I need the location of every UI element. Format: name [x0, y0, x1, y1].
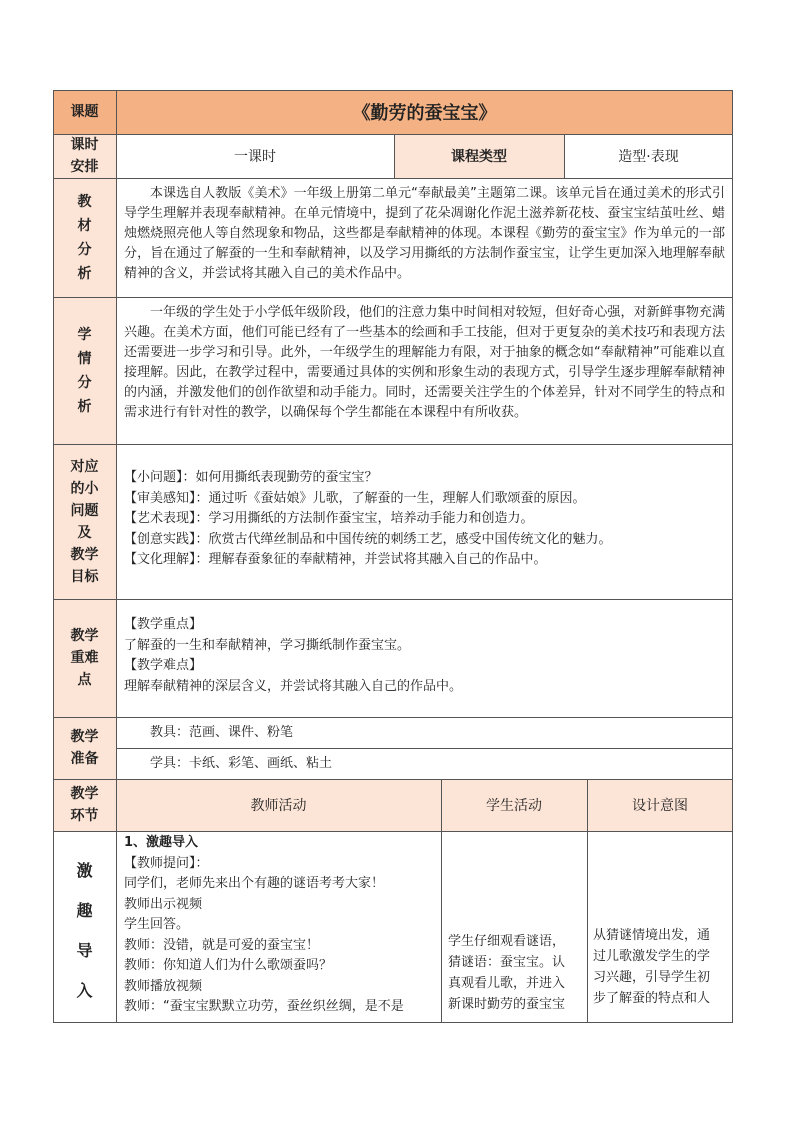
topic-label: 课题	[70, 104, 99, 120]
keypoints-label-line: 点	[77, 672, 92, 688]
table-rule	[53, 831, 733, 832]
keypoint-line: 了解蚕的一生和奉献精神，学习撕纸制作蚕宝宝。	[124, 637, 411, 653]
teacher-activity-line: 教师：没错，就是可爱的蚕宝宝！	[124, 937, 320, 953]
schedule-value: 一课时	[234, 149, 276, 165]
teacher-activity-line: 学生回答。	[124, 917, 190, 932]
section1-student-cell	[441, 831, 587, 1023]
goal-item: 【文化理解】：理解春蚕象征的奉献精神，并尝试将其融入自己的作品中。	[124, 552, 547, 567]
process-label-line: 教学	[70, 786, 99, 802]
students-label-char: 情	[77, 350, 92, 367]
goals-label-line: 及	[77, 524, 92, 541]
students-text-cell	[116, 297, 733, 444]
col-design-cell	[587, 779, 733, 831]
prep-label-line: 教学	[70, 729, 99, 745]
teacher-activity-line: 【教师提问】：	[124, 855, 209, 871]
table-rule	[732, 90, 733, 1023]
material-label-char: 材	[77, 217, 92, 234]
material-text-cell	[116, 178, 733, 297]
students-label-char: 分	[77, 374, 92, 391]
course-type-value-cell	[564, 134, 733, 178]
prep-student-cell	[116, 748, 733, 779]
col-design-header: 设计意图	[632, 798, 688, 814]
table-rule	[53, 297, 733, 298]
section1-design-cell	[587, 831, 733, 1023]
schedule-label-1: 课时	[70, 137, 99, 153]
prep-teacher-cell	[116, 717, 733, 748]
student-analysis-text: 一年级的学生处于小学低年级阶段，他们的注意力集中时间相对较短，但好奇心强，对新鲜事物充满兴趣。在美术方面，他们可能已经有了一些基本的绘画和手工技能，但对于更复杂的美术技巧和表现方法还需要进一步学习和引导。此外，一年级学生的理解能力有限，对于抽象的概念如“奉献精神”可能难以直接理解。因此，在教学过程中，需要通过具体的实例和形象生动的表现方式，引导学生逐步理解奉献精神的内涵，并激发他们的创作欲望和动手能力。同时，还需要关注学生的个体差异，针对不同学生的特点和需求进行有针对性的教学，以确保每个学生都能在本课程中有所收获。	[124, 305, 725, 420]
teacher-activity-line: 教师出示视频	[124, 896, 203, 912]
table-rule	[53, 134, 733, 135]
table-rule	[587, 779, 588, 1023]
table-rule	[116, 748, 733, 749]
student-activity-line: 猜谜语：蚕宝宝。认	[448, 955, 566, 970]
goals-label-line: 对应	[70, 458, 99, 475]
teacher-activity-line: 教师：你知道人们为什么歌颂蚕吗？	[124, 958, 333, 973]
goal-item: 【艺术表现】：学习用撕纸的方法制作蚕宝宝，培养动手能力和创造力。	[124, 511, 534, 526]
teacher-activity-line: 1、激趣导入	[124, 835, 199, 850]
process-label-line: 环节	[70, 808, 99, 824]
goals-label-cell	[53, 444, 116, 599]
schedule-label-cell	[53, 134, 116, 178]
section1-teacher-cell	[116, 831, 441, 1023]
section1-label-char: 激	[76, 861, 93, 880]
section1-label-cell	[53, 831, 116, 1023]
material-label-char: 分	[77, 241, 92, 258]
table-rule	[116, 90, 117, 1023]
goals-label-line: 的小	[70, 480, 99, 497]
col-student-header: 学生活动	[486, 798, 542, 814]
table-rule	[53, 1022, 733, 1023]
section1-label-char: 趣	[76, 901, 93, 920]
students-label-char: 析	[77, 398, 92, 415]
course-type-label-cell	[394, 134, 564, 178]
goals-label-line: 目标	[70, 568, 99, 585]
material-label-char: 析	[77, 265, 92, 282]
table-rule	[53, 90, 733, 91]
material-label-cell	[53, 178, 116, 297]
keypoints-label-line: 重难	[70, 650, 99, 666]
col-student-cell	[441, 779, 587, 831]
keypoint-line: 【教学难点】	[124, 658, 203, 673]
teacher-activity-line: 教师：“蚕宝宝默默立功劳，蚕丝织丝绸，是不是	[124, 999, 404, 1014]
course-type-label: 课程类型	[451, 149, 507, 165]
goals-text-cell	[116, 444, 733, 599]
keypoints-label-cell	[53, 599, 116, 717]
topic-title-cell	[116, 90, 733, 134]
col-teacher-header: 教师活动	[250, 798, 307, 814]
student-activity-line: 新课时勤劳的蚕宝宝	[448, 997, 566, 1012]
students-label-char: 学	[77, 326, 92, 343]
goals-label-line: 教学	[70, 546, 99, 563]
prep-label-line: 准备	[70, 751, 99, 767]
keypoints-text-cell	[116, 599, 733, 717]
table-rule	[441, 779, 442, 1023]
table-rule	[53, 90, 54, 1023]
keypoint-line: 【教学重点】	[124, 617, 203, 632]
goal-item: 【小问题】：如何用撕纸表现勤劳的蚕宝宝？	[124, 470, 378, 485]
student-tools: 学具：卡纸、彩笔、画纸、粘土	[150, 756, 333, 771]
col-teacher-cell	[116, 779, 441, 831]
material-analysis-text: 本课选自人教版《美术》一年级上册第二单元“奉献最美”主题第二课。该单元旨在通过美术的形式引导学生理解并表现奉献精神。在单元情境中，提到了花朵凋谢化作泥土滋养新花枝、蚕宝宝结茧吐丝、蜡烛燃烧照亮他人等自然现象和物品，这些都是奉献精神的体现。本课程《勤劳的蚕宝宝》作为单元的一部分，旨在通过了解蚕的一生和奉献精神，以及学习用撕纸的方法制作蚕宝宝，让学生更加深入地理解奉献精神的含义，并尝试将其融入自己的美术作品中。	[124, 186, 725, 281]
teacher-tools: 教具：范画、课件、粉笔	[150, 725, 294, 740]
material-label-char: 教	[77, 193, 92, 210]
goal-item: 【创意实践】：欣赏古代缂丝制品和中国传统的刺绣工艺，感受中国传统文化的魅力。	[124, 531, 612, 547]
table-rule	[53, 599, 733, 600]
schedule-label-2: 安排	[70, 159, 99, 175]
goals-label-line: 问题	[70, 502, 99, 519]
student-activity-line: 真观看儿歌，并进入	[448, 976, 566, 991]
table-rule	[53, 779, 733, 780]
section1-label-char: 导	[76, 941, 93, 960]
prep-label-cell	[53, 717, 116, 779]
table-rule	[53, 178, 733, 179]
table-rule	[53, 717, 733, 718]
topic-label-cell	[53, 90, 116, 134]
keypoint-line: 理解奉献精神的深层含义，并尝试将其融入自己的作品中。	[124, 678, 463, 694]
students-label-cell	[53, 297, 116, 444]
student-activity-line: 学生仔细观看谜语，	[448, 934, 566, 949]
keypoints-label-line: 教学	[70, 628, 99, 644]
teacher-activity-line: 同学们，老师先来出个有趣的谜语考考大家！	[124, 876, 385, 891]
teacher-activity-line: 教师播放视频	[124, 978, 203, 994]
design-intent-line: 习兴趣，引导学生初	[593, 970, 711, 985]
design-intent-line: 过儿歌激发学生的学	[593, 949, 711, 964]
section1-label-char: 入	[76, 981, 93, 1000]
course-type-value: 造型·表现	[618, 149, 679, 165]
process-label-cell	[53, 779, 116, 831]
table-rule	[394, 134, 395, 178]
goal-item: 【审美感知】：通过听《蚕姑娘》儿歌，了解蚕的一生，理解人们歌颂蚕的原因。	[124, 490, 586, 506]
table-rule	[564, 134, 565, 178]
table-rule	[53, 444, 733, 445]
schedule-value-cell	[116, 134, 394, 178]
design-intent-line: 从猜谜情境出发，通	[593, 928, 711, 943]
lesson-title: 《勤劳的蚕宝宝》	[352, 103, 497, 124]
design-intent-line: 步了解蚕的特点和人	[593, 991, 711, 1006]
